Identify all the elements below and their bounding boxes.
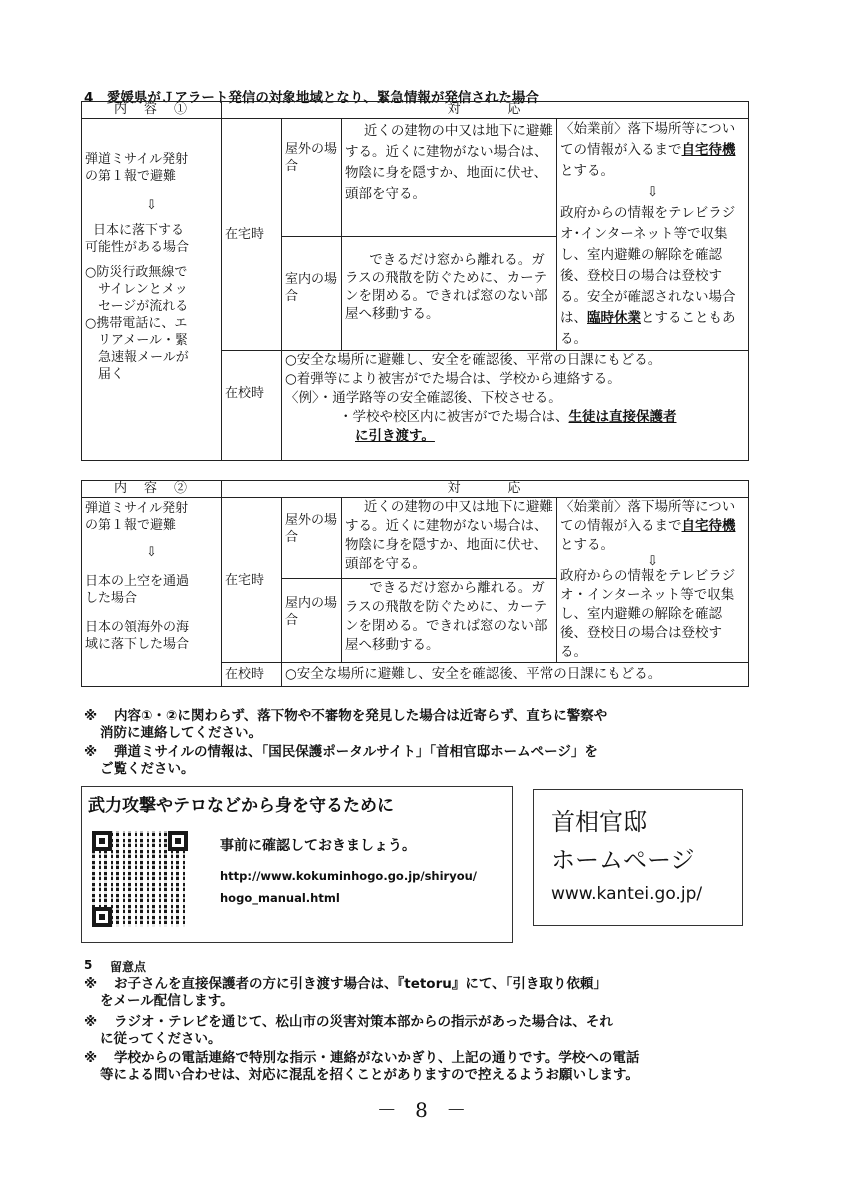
note-1: ※ 内容①・②に関わらず、落下物や不審物を発見した場合は近寄らず、直ちに警察や 消防に連絡してください。	[84, 708, 608, 741]
down-arrow-icon: ⇩	[646, 553, 659, 569]
note-2: ※ 弾道ミサイルの情報は、「国民保護ポータルサイト」「首相官邸ホームページ」を ご覧ください。	[84, 744, 598, 777]
label-zaitaku: 在宅時	[222, 498, 282, 663]
label-okugai: 屋外の場合	[282, 498, 342, 579]
box-url[interactable]: http://www.kokuminhogo.go.jp/shiryou/ hogo_manual.html	[220, 869, 477, 905]
zaikou-text: ○安全な場所に避難し、安全を確認後、平常の日課にもどる。	[282, 663, 749, 687]
label-zaikou: 在校時	[222, 663, 282, 687]
content-cell: 弾道ミサイル発射 の第１報で避難 ⇩ 日本に落下する 可能性がある場合 ○防災行政無線で サイレンとメッ セージが流れる ○携帯電話に、エ リアメール・緊 急速報メールが 届く	[82, 119, 222, 461]
qr-code-icon	[92, 831, 188, 927]
page-number: － 8 －	[376, 1098, 473, 1122]
down-arrow-icon: ⇩	[146, 545, 157, 560]
down-arrow-icon: ⇩	[146, 198, 157, 213]
zaikou-text: ○安全な場所に避難し、安全を確認後、平常の日課にもどる。 ○着弾等により被害がでた場合は、学校から連絡する。 〈例〉・通学路等の安全確認後、下校させる。 ・学校や校区内に被害がでた場合は、生徒は直接保護者 に引き渡す。	[282, 351, 749, 461]
kantei-box	[533, 789, 743, 926]
kokumin-hogo-box	[81, 786, 513, 943]
header-response: 対 応	[222, 102, 749, 119]
kantei-line1: 首相官邸	[551, 808, 647, 836]
response-table-2	[81, 480, 749, 687]
kantei-url[interactable]: www.kantei.go.jp/	[551, 884, 703, 904]
right-guidance: 〈始業前〉落下場所等についての情報が入るまで自宅待機とする。 ⇩ 政府からの情報をテレビラジオ・インターネット等で収集し、室内避難の解除を確認後、登校日の場合は登校する。	[557, 498, 749, 663]
header-response: 対 応	[222, 481, 749, 498]
section5-title: 5 留意点	[84, 958, 147, 974]
box-text: 事前に確認しておきましょう。	[220, 838, 416, 854]
label-zaikou: 在校時	[222, 351, 282, 461]
kantei-line2: ホームページ	[551, 846, 695, 874]
right-guidance: 〈始業前〉落下場所等についての情報が入るまで自宅待機とする。 ⇩ 政府からの情報をテレビラジオ･インターネット等で収集し、室内避難の解除を確認後、登校日の場合は登校する。安全が確認されない場合は、臨時休業とすることもある。	[557, 119, 749, 351]
section5-note-2: ※ ラジオ・テレビを通じて、松山市の災害対策本部からの指示があった場合は、それ に従ってください。	[84, 1014, 613, 1047]
label-okugai: 屋外の場合	[282, 119, 342, 237]
header-content: 内 容 ①	[82, 102, 222, 119]
down-arrow-icon: ⇩	[646, 184, 659, 200]
label-shitsunai: 室内の場合	[282, 237, 342, 351]
response-table-1	[81, 101, 749, 461]
content-cell: 弾道ミサイル発射 の第１報で避難 ⇩ 日本の上空を通過 した場合 日本の領海外の海 域に落下した場合	[82, 498, 222, 687]
section4-title: 4 愛媛県がＪアラート発信の対象地域となり、緊急情報が発信された場合	[84, 90, 539, 106]
label-zaitaku: 在宅時	[222, 119, 282, 351]
header-content: 内 容 ②	[82, 481, 222, 498]
okugai-text: 近くの建物の中又は地下に避難する。近くに建物がない場合は、物陰に身を隠すか、地面に伏せ、頭部を守る。	[342, 498, 557, 579]
section5-note-1: ※ お子さんを直接保護者の方に引き渡す場合は、『tetoru』にて、「引き取り依頼」 をメール配信します。	[84, 976, 607, 1009]
shitsunai-text: できるだけ窓から離れる。ガラスの飛散を防ぐために、カーテンを閉める。できれば窓のない部屋へ移動する。	[342, 237, 557, 351]
label-shitsunai: 屋内の場合	[282, 579, 342, 663]
box-title: 武力攻撃やテロなどから身を守るために	[88, 796, 394, 816]
okugai-text: 近くの建物の中又は地下に避難する。近くに建物がない場合は、物陰に身を隠すか、地面に伏せ、頭部を守る。	[342, 119, 557, 237]
shitsunai-text: できるだけ窓から離れる。ガラスの飛散を防ぐために、カーテンを閉める。できれば窓のない部屋へ移動する。	[342, 579, 557, 663]
section5-note-3: ※ 学校からの電話連絡で特別な指示・連絡がないかぎり、上記の通りです。学校への電話 等による問い合わせは、対応に混乱を招くことがありますので控えるようお願いします。	[84, 1050, 640, 1083]
